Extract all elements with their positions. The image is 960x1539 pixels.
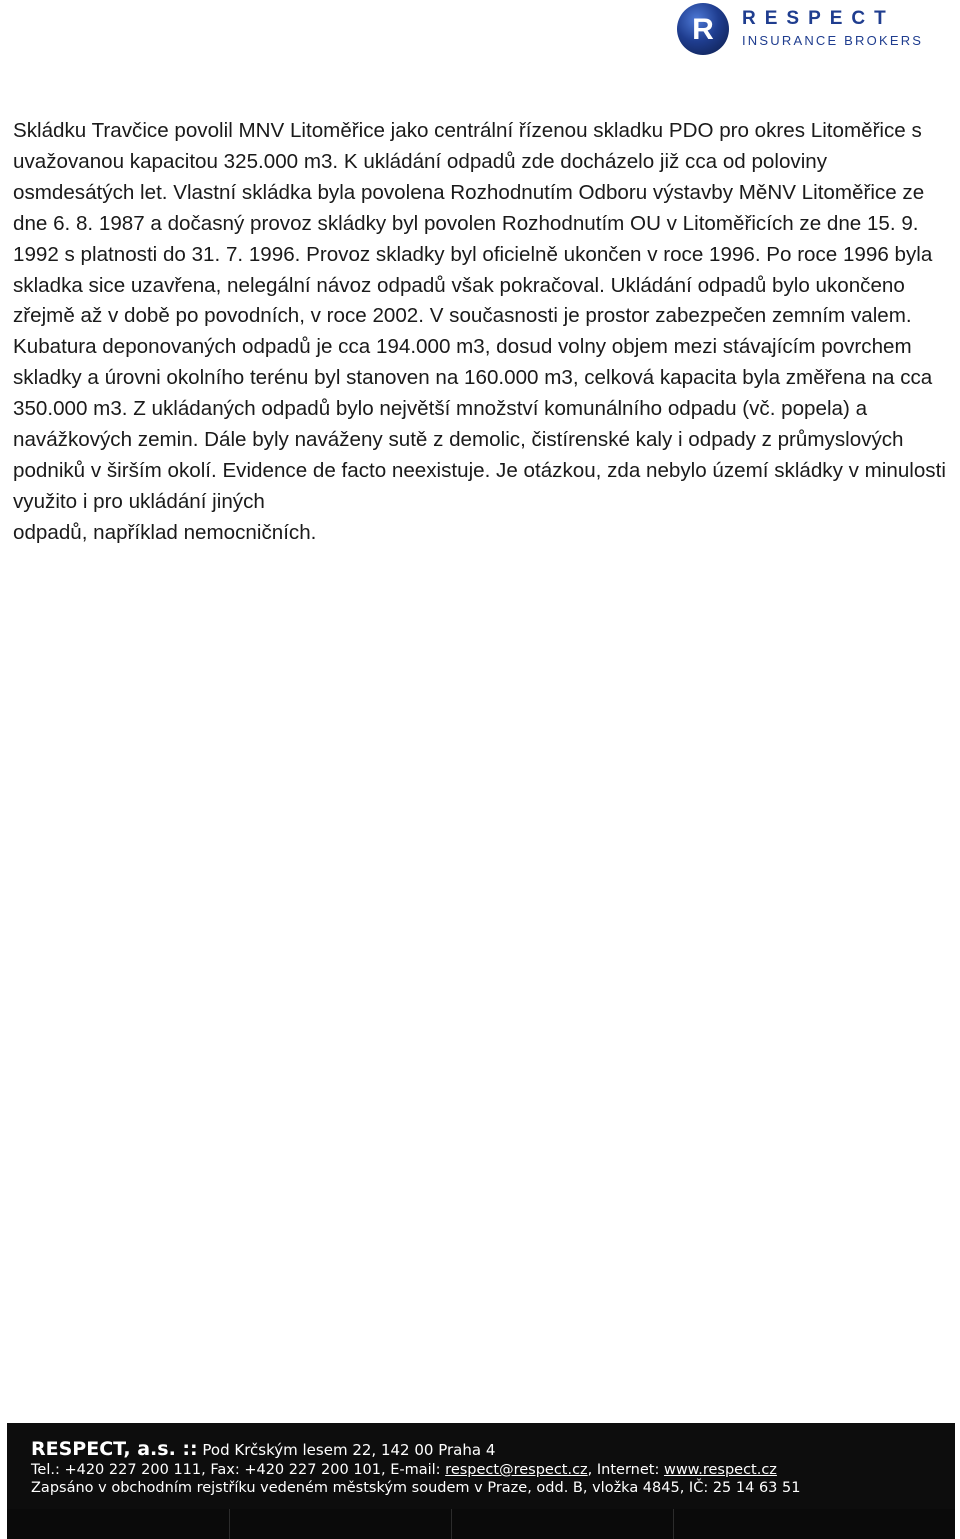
body-last-line: odpadů, například nemocničních.: [13, 520, 317, 544]
footer-address: Pod Krčským lesem 22, 142 00 Praha 4: [202, 1441, 496, 1459]
logo-tagline: INSURANCE BROKERS: [742, 33, 924, 48]
respect-logo: [676, 0, 936, 58]
footer-internet-label: , Internet:: [587, 1462, 664, 1478]
body-paragraph: Skládku Travčice povolil MNV Litoměřice jako centrální řízenou skladku PDO pro okres Litoměřice s uvažovanou kapacitou 325.000 m3. K ukládání odpadů zde docházelo již cca od poloviny osmdesátých let. Vlastní skládka byla povolena Rozhodnutím Odboru výstavby MěNV Litoměřice ze dne 6. 8. 1987 a dočasný provoz skládky byl povolen Rozhodnutím OU v Litoměřicích ze dne 15. 9. 1992 s platnosti do 31. 7. 1996. Provoz skladky byl oficielně ukončen v roce 1996. Po roce 1996 byla skladka sice uzavřena, nelegální návoz odpadů však pokračoval. Ukládání odpadů bylo ukončeno zřejmě až v době po povodních, v roce 2002. V současnosti je prostor zabezpečen zemním valem. Kubatura deponovaných odpadů je cca 194.000 m3, dosud volny objem mezi stávajícím povrchem skladky a úrovni okolního terénu byl stanoven na 160.000 m3, celková kapacita byla změřena na cca 350.000 m3. Z ukládaných odpadů bylo největší množství komunálního odpadu (vč. popela) a navážkových zemin. Dále byly naváženy sutě z demolic, čistírenské kaly i odpady z průmyslových podniků v širším okolí. Evidence de facto neexistuje. Je otázkou, zda nebylo území skládky v minulosti využito i pro ukládání jiných: [13, 119, 946, 513]
footer-address-line: [31, 1438, 495, 1460]
footer-phone-fax: Tel.: +420 227 200 111, Fax: +420 227 200 101, E-mail:: [31, 1462, 446, 1478]
footer-bar-divider: [673, 1509, 674, 1539]
footer-company-name: RESPECT, a.s. ::: [31, 1438, 198, 1460]
footer-website-link[interactable]: www.respect.cz: [663, 1462, 777, 1478]
logo-letter: R: [692, 13, 714, 46]
page-footer: [7, 1423, 955, 1509]
document-body: [13, 116, 948, 549]
footer-contact-line: [31, 1462, 777, 1478]
footer-registry: Zapsáno v obchodním rejstříku vedeném městským soudem v Praze, odd. B, vložka 4845, IČ: 25 14 63 51: [31, 1480, 801, 1496]
footer-email-link[interactable]: respect@respect.cz: [445, 1462, 588, 1478]
respect-logo-mark-icon: [676, 2, 730, 56]
footer-bar-divider: [229, 1509, 230, 1539]
footer-bottom-bar: [7, 1509, 955, 1539]
logo-company-name: RESPECT: [742, 8, 895, 29]
footer-bar-divider: [451, 1509, 452, 1539]
